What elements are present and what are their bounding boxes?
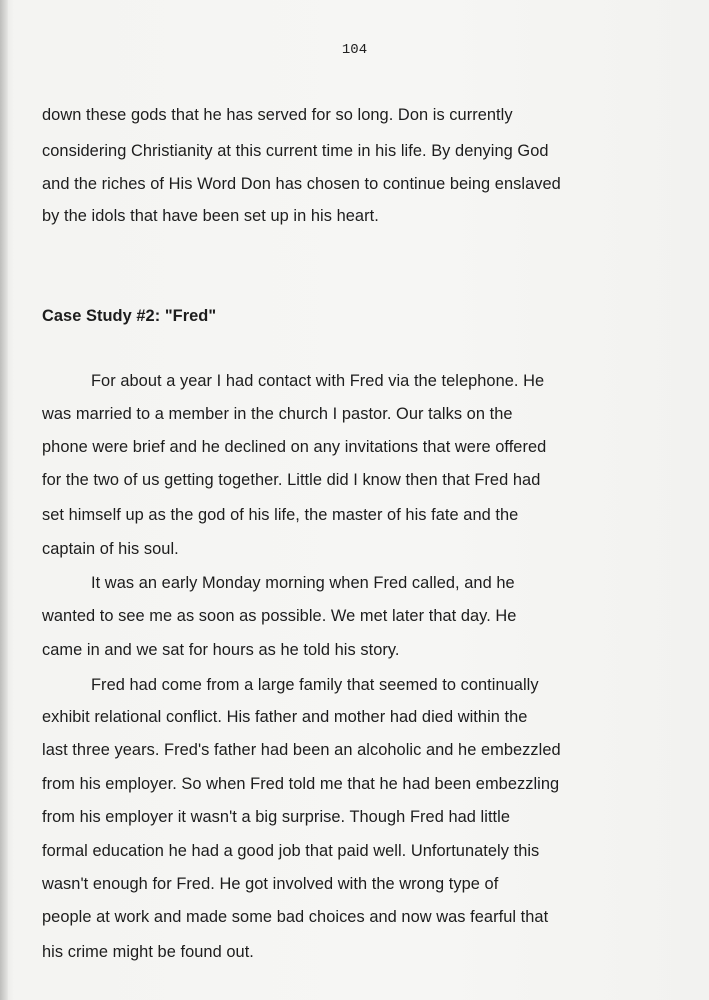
- paragraph-4-line-8: people at work and made some bad choices and now was fearful that: [42, 908, 549, 926]
- paragraph-2-line-6: captain of his soul.: [42, 540, 179, 558]
- paragraph-1-line-4: by the idols that have been set up in his heart.: [42, 207, 379, 225]
- paragraph-4-line-6: formal education he had a good job that paid well. Unfortunately this: [42, 842, 540, 860]
- paragraph-1-line-1: down these gods that he has served for so long. Don is currently: [42, 106, 513, 124]
- paragraph-2-line-2: was married to a member in the church I pastor. Our talks on the: [42, 405, 513, 423]
- paragraph-3-line-3: came in and we sat for hours as he told his story.: [42, 641, 400, 659]
- paragraph-2-line-1: For about a year I had contact with Fred via the telephone. He: [91, 372, 545, 390]
- section-heading: Case Study #2: "Fred": [42, 307, 217, 325]
- paragraph-2-line-5: set himself up as the god of his life, the master of his fate and the: [42, 506, 519, 524]
- paragraph-4-line-9: his crime might be found out.: [42, 943, 254, 961]
- paragraph-2-line-4: for the two of us getting together. Little did I know then that Fred had: [42, 471, 541, 489]
- paragraph-2-line-3: phone were brief and he declined on any invitations that were offered: [42, 438, 547, 456]
- paragraph-4-line-4: from his employer. So when Fred told me that he had been embezzling: [42, 775, 560, 793]
- paragraph-4-line-1: Fred had come from a large family that seemed to continually: [91, 676, 539, 694]
- paragraph-3-line-2: wanted to see me as soon as possible. We met later that day. He: [42, 607, 517, 625]
- paragraph-4-line-2: exhibit relational conflict. His father and mother had died within the: [42, 708, 528, 726]
- page-number: 104: [341, 42, 368, 58]
- paragraph-4-line-3: last three years. Fred's father had been an alcoholic and he embezzled: [42, 741, 561, 759]
- paragraph-3-line-1: It was an early Monday morning when Fred called, and he: [91, 574, 515, 592]
- paragraph-4-line-5: from his employer it wasn't a big surprise. Though Fred had little: [42, 808, 511, 826]
- paragraph-1-line-3: and the riches of His Word Don has chosen to continue being enslaved: [42, 175, 561, 193]
- paragraph-1-line-2: considering Christianity at this current time in his life. By denying God: [42, 142, 549, 160]
- paragraph-4-line-7: wasn't enough for Fred. He got involved with the wrong type of: [42, 875, 499, 893]
- page-binding-edge: [0, 0, 8, 1000]
